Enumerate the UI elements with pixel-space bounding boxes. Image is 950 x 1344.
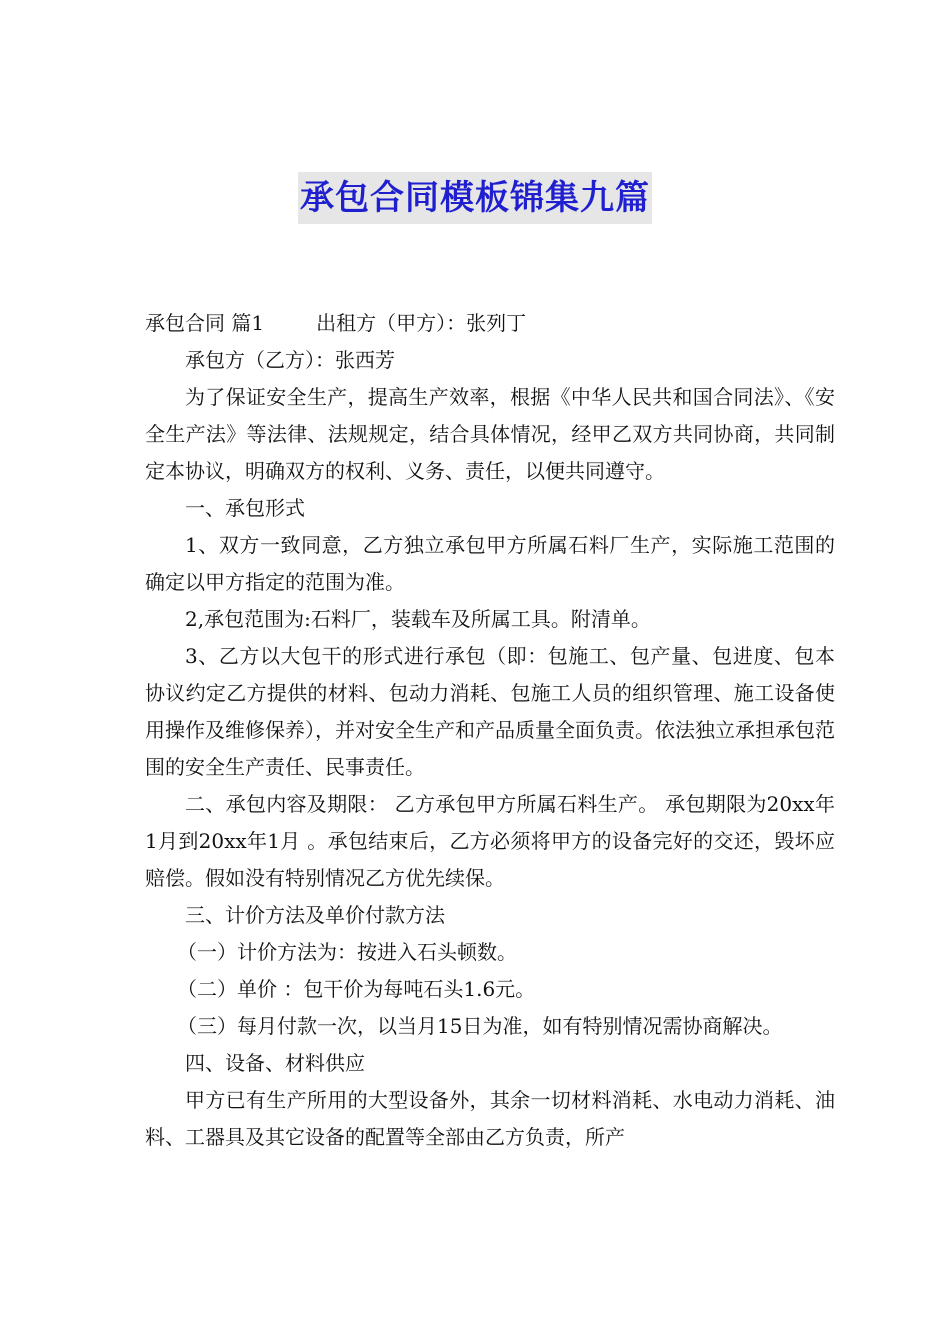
- section-heading: 四、设备、材料供应: [185, 1051, 365, 1075]
- title-container: [0, 172, 950, 224]
- section-heading: 三、计价方法及单价付款方法: [185, 903, 445, 927]
- paragraph: 承包方（乙方）：张西芳: [185, 348, 395, 372]
- paragraph: 甲方已有生产所用的大型设备外，其余一切材料消耗、水电动力消耗、油料、工器具及其它设备的配置等全部由乙方负责，所产: [145, 1088, 835, 1149]
- paragraph: 1、双方一致同意，乙方独立承包甲方所属石料厂生产，实际施工范围的确定以甲方指定的范围为准。: [145, 533, 835, 594]
- paragraph: （三）每月付款一次，以当月15日为准，如有特别情况需协商解决。: [177, 1014, 783, 1038]
- section-heading-contract-1: 承包合同 篇1: [145, 311, 265, 335]
- paragraph: （二）单价 ：包干价为每吨石头1.6元。: [177, 977, 536, 1001]
- document-title: 承包合同模板锦集九篇: [298, 172, 652, 224]
- document-body: [145, 305, 835, 1156]
- paragraph: （一）计价方法为：按进入石头顿数。: [177, 940, 517, 964]
- paragraph: 2,承包范围为:石料厂，装载车及所属工具。附清单。: [185, 607, 651, 631]
- section-heading: 一、承包形式: [185, 496, 305, 520]
- paragraph: 3、乙方以大包干的形式进行承包（即：包施工、包产量、包进度、包本协议约定乙方提供的材料、包动力消耗、包施工人员的组织管理、施工设备使用操作及维修保养），并对安全生产和产品质量全面负责。依法独立承担承包范围的安全生产责任、民事责任。: [145, 644, 835, 779]
- paragraph: 为了保证安全生产，提高生产效率，根据《中华人民共和国合同法》、《安全生产法》等法律、法规规定，结合具体情况，经甲乙双方共同协商，共同制定本协议，明确双方的权利、义务、责任，以便共同遵守。: [145, 385, 835, 483]
- first-line: [145, 305, 835, 342]
- lessor-line: 出租方（甲方）：张列丁: [316, 311, 527, 335]
- paragraph: 二、承包内容及期限： 乙方承包甲方所属石料生产。 承包期限为20xx年1月到20xx年1月 。承包结束后，乙方必须将甲方的设备完好的交还，毁坏应赔偿。假如没有特别情况乙方优先续保。: [145, 792, 835, 890]
